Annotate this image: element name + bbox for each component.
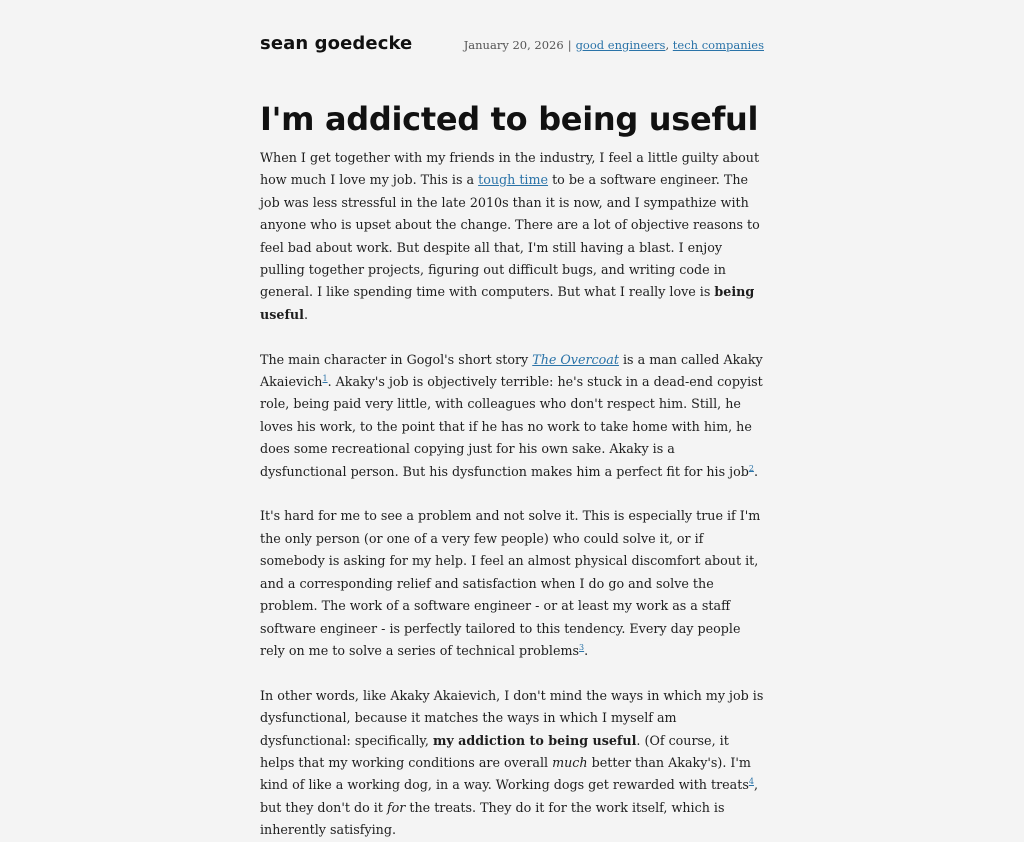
site-header (260, 33, 764, 57)
post-title: I'm addicted to being useful (260, 100, 759, 138)
footnote-link-1[interactable]: 1 (322, 373, 328, 383)
footnote-link-2[interactable]: 2 (748, 463, 754, 473)
footnote-link-3[interactable]: 3 (579, 642, 585, 652)
tag-link-tech-companies[interactable]: tech companies (672, 38, 764, 52)
post-date: January 20, 2026 (463, 38, 564, 52)
page (260, 0, 764, 842)
site-title-link[interactable]: sean goedecke (260, 33, 413, 54)
emphasis-addiction: my addiction to being useful (432, 732, 637, 748)
emphasis-being-useful: being useful (260, 284, 755, 322)
meta-separator: | (567, 38, 572, 52)
footnote-link-4[interactable]: 4 (748, 777, 754, 787)
paragraph-4: In other words, like Akaky Akaievich, I don't mind the ways in which my job is dysfunctional, because it matches the ways in which I myself am dysfunctional: specifically, my addiction to being useful. (Of course, it helps that my working conditions are overall much better than Akaky's). I'm kind of like a working dog, in a way. Working dogs get rewarded with treats$^4$, but they don't do it for the treats. They do it for the work itself, which is inherently satisfying. (260, 687, 764, 838)
the-overcoat-link[interactable]: The Overcoat (532, 351, 619, 367)
paragraph-3: It's hard for me to see a problem and not solve it. This is especially true if I'm the only person (or one of a very few people) who could solve it, or if somebody is asking for my help. I feel an almost physical discomfort about it, and a corresponding relief and satisfaction when I do go and solve the problem. The work of a software engineer - or at least my work as a staff software engineer - is perfectly tailored to this tendency. Every day people rely on me to solve a series of technical problems$^3$. (260, 508, 761, 658)
paragraph-1: When I get together with my friends in the industry, I feel a little guilty about how much I love my job. This is a tough time to be a software engineer. The job was less stressful in the late 2010s than it is now, and I sympathize with anyone who is upset about the change. There are a lot of objective reasons to feel bad about work. But despite all that, I'm still having a blast. I enjoy pulling together projects, figuring out difficult bugs, and writing code in general. I like spending time with computers. But what I really love is being useful. (260, 150, 760, 322)
tough-time-link[interactable]: tough time (478, 172, 549, 188)
post-meta: January 20, 2026 | good engineers, tech companies (463, 38, 764, 52)
paragraph-2: The main character in Gogol's short story The Overcoat is a man called Akaky Akaievich$^1$. Akaky's job is objectively terrible: he's stuck in a dead-end copyist role, being paid very little, with colleagues who don't respect him. Still, he loves his work, to the point that if he has no work to take home with him, he does some recreational copying just for his own sake. Akaky is a dysfunctional person. But his dysfunction makes him a perfect fit for his job$^2$. (260, 351, 763, 479)
post-content (260, 147, 764, 842)
tag-link-good-engineers[interactable]: good engineers (575, 38, 666, 52)
